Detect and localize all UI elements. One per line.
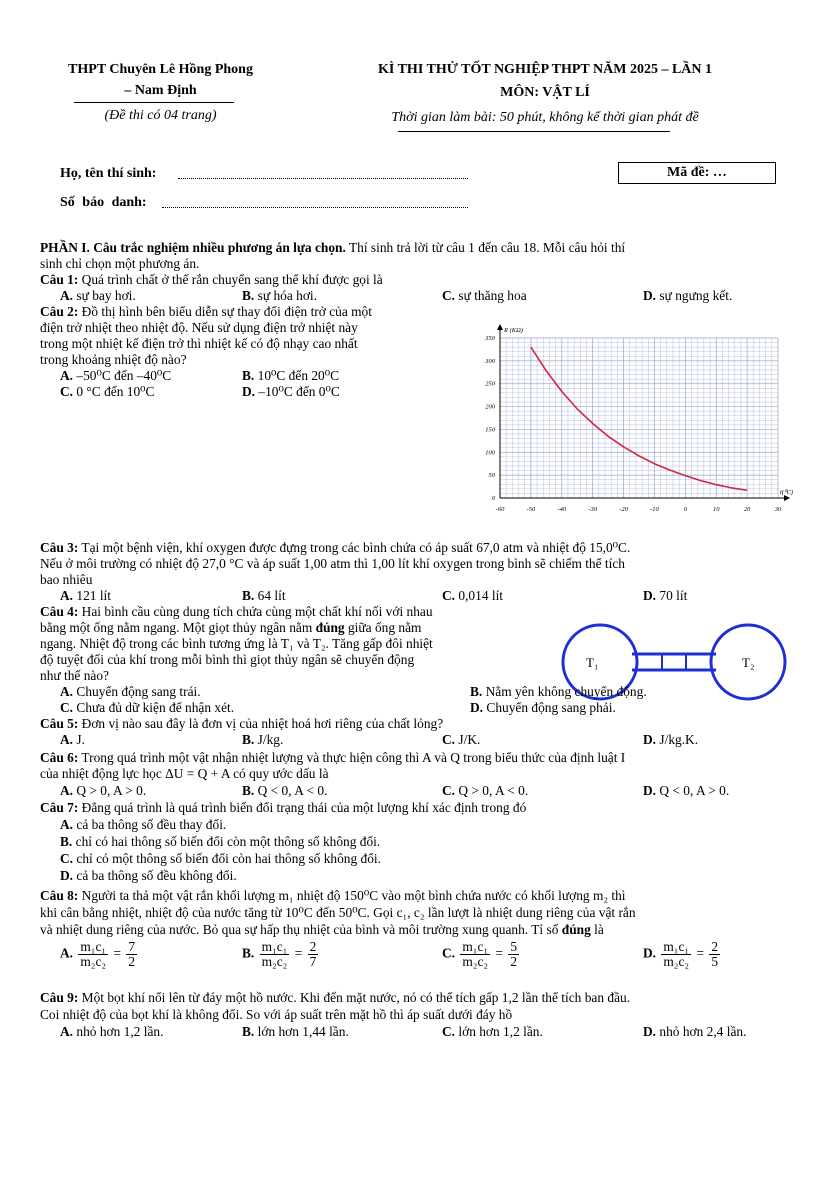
q2-option-a[interactable]: A. –50⁰C đến –40⁰C [60,368,172,383]
question-9-line2: Coi nhiệt độ của bọt khí là không đổi. So với áp suất trên mặt hồ thì áp suất dưới đáy hồ [40,1007,513,1022]
q4-option-a[interactable]: A. Chuyển động sang trái. [60,684,201,699]
header-rule-left [74,102,234,103]
q7-option-a[interactable]: A. cả ba thông số đều thay đổi. [60,817,227,832]
q1-option-c[interactable]: C. sự thăng hoa [442,288,527,303]
question-6-line1: Câu 6: Trong quá trình một vật nhận nhiệt lượng và thực hiện công thì A và Q trong biểu thức của định luật I [40,750,626,765]
q7-option-d[interactable]: D. cả ba thông số đều không đổi. [60,868,237,883]
question-9-line1: Câu 9: Một bọt khí nổi lên từ đáy một hồ nước. Khi đến mặt nước, nó có thể tích gấp 1,2 lần thể tích ban đầu. [40,990,631,1005]
question-1: Câu 1: Quá trình chất ở thể rắn chuyển sang thể khí được gọi là [40,272,383,287]
q6-option-b[interactable]: B. Q < 0, A < 0. [242,783,328,798]
q2-option-d[interactable]: D. –10⁰C đến 0⁰C [242,384,340,399]
question-5: Câu 5: Đơn vị nào sau đây là đơn vị của nhiệt hoá hơi riêng của chất lỏng? [40,716,444,731]
q5-option-d[interactable]: D. J/kg.K. [643,732,699,747]
q6-option-c[interactable]: C. Q > 0, A < 0. [442,783,529,798]
resistance-curve [531,347,747,490]
exam-code-box: Mã đề: … [618,162,776,184]
q3-option-c[interactable]: C. 0,014 lít [442,588,504,603]
q1-option-d[interactable]: D. sự ngưng kết. [643,288,733,303]
q5-option-b[interactable]: B. J/kg. [242,732,284,747]
q8-option-c[interactable]: C. $\frac{\text{m₁c₁}}{\text{m₂c₂}}$ = $\frac{5}{2}$ [442,939,518,969]
question-3-line2: Nếu ở môi trường có nhiệt độ 27,0 °C và áp suất 1,00 atm thì 1,00 lít khí oxygen trong bình sẽ chiếm thể tích [40,556,626,571]
y-tick-label: 350 [485,335,495,342]
x-axis-label: t(⁰C) [780,489,794,496]
question-2-line2: điện trở nhiệt theo nhiệt độ. Nếu sử dụng điện trở nhiệt này [40,320,358,335]
q2-option-c[interactable]: C. 0 °C đến 10⁰C [60,384,155,399]
q8-a-rhs: $\frac{7}{2}$ [128,939,136,969]
q7-option-c[interactable]: C. chỉ có một thông số biến đổi còn hai thông số không đổi. [60,851,382,866]
question-7: Câu 7: Đẳng quá trình là quá trình biến đổi trạng thái của một lượng khí xác định trong đó [40,800,527,815]
exam-subject: MÔN: VẬT LÍ [500,85,590,100]
q8-a-lhs: $\frac{\text{m₁c₁}}{\text{m₂c₂}}$ [80,939,107,969]
student-id-field[interactable] [162,207,468,208]
q8-option-a[interactable]: A. $\frac{\text{m₁c₁}}{\text{m₂c₂}}$ = $\frac{7}{2}$ [60,939,136,969]
q8-c-lhs: $\frac{\text{m₁c₁}}{\text{m₂c₂}}$ [462,939,489,969]
x-tick-label: 30 [774,506,782,513]
y-axis-arrow [497,324,503,330]
question-4-line5: như thế nào? [40,668,109,683]
q4-option-c[interactable]: C. Chưa đủ dữ kiện để nhận xét. [60,700,235,715]
question-4-line4: độ tuyệt đối của khí trong mỗi bình thì giọt thủy ngân sẽ chuyển động [40,652,415,667]
q8-c-rhs: $\frac{5}{2}$ [510,939,518,969]
q7-option-b[interactable]: B. chỉ có hai thông số biến đổi còn một thông số không đổi. [60,834,381,849]
question-8-line1: Câu 8: Người ta thả một vật rắn khối lượng m₁ nhiệt độ 150⁰C vào một bình chứa nước có khối lượng m₂ thì [40,888,626,903]
question-2-line1: Câu 2: Đồ thị hình bên biểu diễn sự thay đổi điện trở của một [40,304,372,319]
q3-option-a[interactable]: A. 121 lít [60,588,111,603]
question-6-line2: của nhiệt động lực học ΔU = Q + A có quy ước dấu là [40,766,329,781]
q6-option-a[interactable]: A. Q > 0, A > 0. [60,783,147,798]
x-tick-label: -20 [619,506,628,513]
y-tick-label: 50 [488,472,495,480]
x-tick-label: -10 [650,506,659,513]
q9-option-a[interactable]: A. nhỏ hơn 1,2 lần. [60,1024,164,1039]
x-tick-label: 20 [743,506,751,513]
student-id-label: Số báo danh: [60,195,147,210]
q9-option-c[interactable]: C. lớn hơn 1,2 lần. [442,1024,543,1039]
q5-option-c[interactable]: C. J/K. [442,732,481,747]
q5-option-a[interactable]: A. J. [60,732,85,747]
question-8-line3: và nhiệt dung riêng của nước. Bỏ qua sự hấp thụ nhiệt của bình và môi trường xung quanh. Tỉ số đúng là [40,922,604,937]
bulb-left-label: T₁ [586,655,599,670]
y-axis-label: R (KΩ) [504,327,523,334]
y-tick-label: 250 [485,380,495,388]
x-tick-label: -60 [495,506,505,513]
q1-option-b[interactable]: B. sự hóa hơi. [242,288,317,303]
y-tick-label: 100 [485,449,495,457]
bulb-right-label: T₂ [742,655,755,670]
q8-d-lhs: $\frac{\text{m₁c₁}}{\text{m₂c₂}}$ [663,939,690,969]
school-location: – Nam Định [124,83,197,98]
resistance-temperature-chart [478,318,798,518]
y-tick-label: 200 [485,403,495,411]
part1-instruction: sinh chỉ chọn một phương án. [40,256,200,271]
exam-time: Thời gian làm bài: 50 phút, không kể thời gian phát đề [391,110,699,125]
y-tick-label: 0 [491,495,495,502]
q8-b-lhs: $\frac{\text{m₁c₁}}{\text{m₂c₂}}$ [261,939,288,969]
question-2-line4: trong khoảng nhiệt độ nào? [40,352,187,367]
y-tick-label: 150 [485,426,495,434]
x-tick-label: -40 [557,506,567,513]
y-tick-label: 300 [485,357,495,365]
x-tick-label: 0 [683,506,687,513]
x-tick-label: 10 [712,506,720,513]
q4-option-b[interactable]: B. Nằm yên không chuyển động. [470,684,647,699]
question-8-line2: khi cân bằng nhiệt, nhiệt độ của nước tăng từ 10⁰C đến 50⁰C. Gọi c₁, c₂ lần lượt là nhiệt dung riêng của vật rắn [40,905,636,920]
x-tick-label: -50 [526,506,536,513]
q3-option-d[interactable]: D. 70 lít [643,588,688,603]
q8-option-d[interactable]: D. $\frac{\text{m₁c₁}}{\text{m₂c₂}}$ = $\frac{2}{5}$ [643,939,719,969]
q1-option-a[interactable]: A. sự bay hơi. [60,288,136,303]
q8-d-rhs: $\frac{2}{5}$ [711,939,719,969]
q3-option-b[interactable]: B. 64 lít [242,588,286,603]
part1-heading: PHẦN I. Câu trắc nghiệm nhiều phương án lựa chọn. Thí sinh trả lời từ câu 1 đến câu 18. Mỗi câu hỏi thí [40,240,626,255]
header-rule-right [398,131,670,132]
q8-b-rhs: $\frac{2}{7}$ [309,939,317,969]
pages-note: (Đề thi có 04 trang) [104,108,217,123]
student-name-field[interactable] [178,178,468,179]
question-4-line1: Câu 4: Hai bình cầu cùng dung tích chứa cùng một chất khí nối với nhau [40,604,433,619]
question-3-line1: Câu 3: Tại một bệnh viện, khí oxygen được đựng trong các bình chứa có áp suất 67,0 atm và nhiệt độ 15,0⁰C. [40,540,631,555]
q2-option-b[interactable]: B. 10⁰C đến 20⁰C [242,368,340,383]
question-4-line3: ngang. Nhiệt độ trong các bình tương ứng là T₁ và T₂. Tăng gấp đôi nhiệt [40,636,433,651]
student-name-label: Họ, tên thí sinh: [60,166,157,181]
exam-title: KÌ THI THỬ TỐT NGHIỆP THPT NĂM 2025 – LẦN 1 [378,62,712,77]
question-2-line3: trong một nhiệt kế điện trở thì nhiệt kế có độ nhạy cao nhất [40,336,358,351]
x-tick-label: -30 [588,506,598,513]
q9-option-d[interactable]: D. nhỏ hơn 2,4 lần. [643,1024,747,1039]
q4-option-d[interactable]: D. Chuyển động sang phải. [470,700,616,715]
question-4-line2: bằng một ống nằm ngang. Một giọt thủy ngân nằm đúng giữa ống nằm [40,620,422,635]
q8-option-b[interactable]: B. $\frac{\text{m₁c₁}}{\text{m₂c₂}}$ = $\frac{2}{7}$ [242,939,317,969]
q6-option-d[interactable]: D. Q < 0, A > 0. [643,783,730,798]
question-3-line3: bao nhiêu [40,572,93,587]
school-name: THPT Chuyên Lê Hồng Phong [68,62,253,77]
q9-option-b[interactable]: B. lớn hơn 1,44 lần. [242,1024,349,1039]
